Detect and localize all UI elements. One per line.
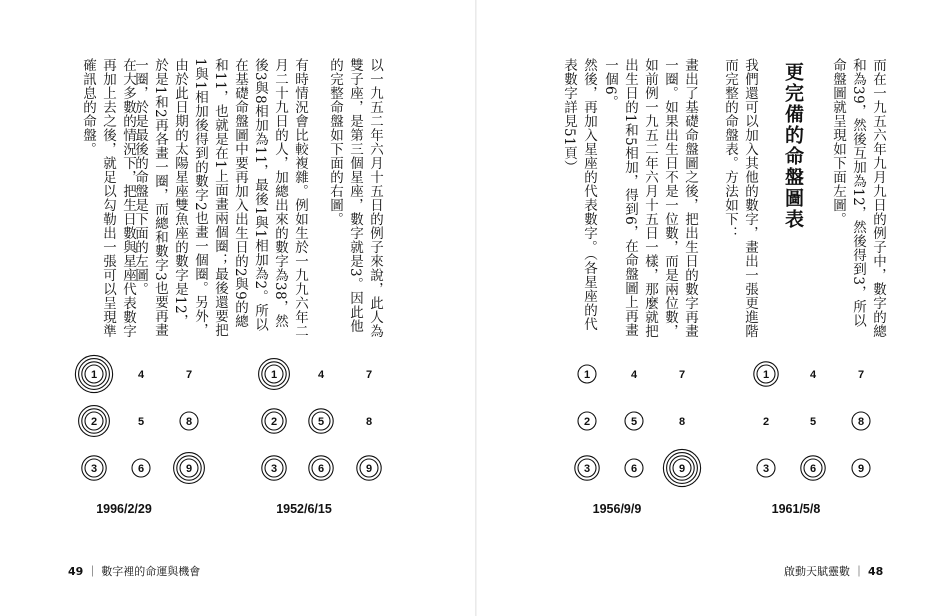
grid-number-1	[259, 359, 290, 390]
grid-digit: 2	[583, 416, 591, 428]
grid-digit: 1	[762, 369, 770, 381]
grid-digit: 9	[678, 463, 686, 475]
grid-digit: 9	[365, 463, 373, 475]
right-footer	[784, 563, 883, 579]
grid-number-9	[357, 456, 381, 480]
grid-digit: 3	[270, 463, 278, 475]
grid-digit: 1	[270, 369, 278, 381]
grid-number-5	[138, 416, 144, 428]
numerology-grid	[557, 352, 686, 492]
chart-date-label: 1956/9/9	[592, 502, 642, 516]
grid-digit: 4	[809, 369, 817, 381]
grid-number-8	[679, 416, 685, 428]
grid-digit: 2	[90, 416, 98, 428]
grid-number-6	[309, 456, 333, 480]
grid-digit: 3	[583, 463, 591, 475]
grid-number-2	[578, 412, 596, 430]
right-para-4: 然後，再加入星座的代表數字。（各星座的代表數字詳見51頁）	[561, 58, 597, 332]
footer-title: 數字裡的命運與機會	[101, 565, 201, 578]
grid-digit: 7	[185, 369, 193, 381]
footer-separator: ｜	[853, 565, 865, 578]
grid-number-8	[852, 412, 870, 430]
grid-number-4	[138, 369, 145, 381]
grid-digit: 2	[762, 416, 770, 428]
chart-1956-9-9	[557, 352, 686, 532]
page-gutter	[475, 0, 477, 616]
grid-digit: 1	[583, 369, 591, 381]
grid-number-4	[810, 369, 817, 381]
grid-number-3	[575, 456, 599, 480]
grid-number-7	[186, 369, 192, 381]
left-para-2: 有時情況會比較複雜。例如生於一九九六年二月二十九日的人，加總出來的數字為38，然後3與8相加為11，最後1與1相加為2。所以在基礎命盤圖中要再加入出生日的2與9的總和11，也就是在1上面畫兩個圈；最後還要把1與1相加後得到的數字2也畫一個圈。另外，由於此日期的太陽星座雙魚座的數字是12，於是1和2再各畫一圈，而總和數字3也要再畫一圈，於是最後的命盤是下面的左圖。	[132, 58, 308, 338]
grid-digit: 6	[630, 463, 638, 475]
grid-number-5	[810, 416, 816, 428]
right-para-1: 而在一九五六年九月九日的例子中，數字的總和為39，然後互加為12，然後得到3，所以命盤圖就呈現如下面左圖。	[830, 58, 886, 338]
grid-number-3	[262, 456, 286, 480]
grid-digit: 5	[137, 416, 145, 428]
grid-number-4	[318, 369, 325, 381]
chart-1961-5-8	[736, 352, 865, 532]
grid-digit: 5	[630, 416, 638, 428]
numerology-grid	[244, 352, 373, 492]
grid-number-3	[82, 456, 106, 480]
grid-number-2	[763, 416, 769, 428]
grid-number-6	[132, 459, 150, 477]
grid-number-1	[754, 362, 778, 386]
grid-number-2	[79, 406, 110, 437]
grid-number-8	[180, 412, 198, 430]
grid-number-5	[625, 412, 643, 430]
grid-digit: 8	[185, 416, 193, 428]
grid-digit: 1	[90, 369, 98, 381]
right-para-3: 畫出了基礎命盤圖之後，把出生日的數字再畫一圈。如果出生日不是一位數，而是兩位數，如前例一九五二年六月十五日一樣，那麼就把出生日的1和5相加，得到6，在命盤圖上再畫一個6。	[602, 58, 698, 338]
left-para-1: 以一九五二年六月十五日的例子來說，此人為雙子座，是第三個星座，數字就是3。因此他的完整命盤如下面的右圖。	[327, 58, 383, 338]
grid-number-9	[663, 449, 700, 486]
grid-digit: 4	[630, 369, 638, 381]
grid-digit: 9	[185, 463, 193, 475]
numerology-grid	[736, 352, 865, 492]
grid-digit: 7	[857, 369, 865, 381]
chart-1952-6-15	[244, 352, 373, 532]
chart-1996-2-29	[64, 352, 193, 532]
page-number: 49	[68, 565, 84, 578]
grid-digit: 8	[678, 416, 686, 428]
grid-number-2	[262, 409, 286, 433]
grid-digit: 7	[365, 369, 373, 381]
footer-separator: ｜	[86, 565, 98, 578]
grid-number-6	[801, 456, 825, 480]
grid-number-6	[625, 459, 643, 477]
grid-digit: 7	[678, 369, 686, 381]
grid-digit: 3	[90, 463, 98, 475]
grid-number-7	[858, 369, 864, 381]
grid-number-7	[679, 369, 685, 381]
grid-digit: 6	[809, 463, 817, 475]
grid-digit: 9	[857, 463, 865, 475]
right-para-2: 我們還可以加入其他的數字，畫出一張更進階而完整的命盤表。方法如下：	[722, 58, 758, 338]
page-number: 48	[868, 565, 884, 578]
chart-date-label: 1952/6/15	[276, 502, 332, 516]
grid-number-7	[366, 369, 372, 381]
grid-number-5	[309, 409, 333, 433]
grid-digit: 6	[137, 463, 145, 475]
grid-digit: 8	[857, 416, 865, 428]
grid-number-4	[631, 369, 638, 381]
grid-digit: 8	[365, 416, 373, 428]
grid-number-3	[757, 459, 775, 477]
left-footer	[68, 563, 200, 579]
section-heading: 更完備的命盤圖表	[782, 62, 804, 230]
grid-number-1	[75, 355, 112, 392]
grid-digit: 3	[762, 463, 770, 475]
grid-number-9	[852, 459, 870, 477]
chart-date-label: 1961/5/8	[771, 502, 821, 516]
grid-digit: 5	[317, 416, 325, 428]
numerology-grid	[64, 352, 193, 492]
footer-title: 啟動天賦靈數	[784, 565, 850, 578]
grid-digit: 2	[270, 416, 278, 428]
grid-digit: 5	[809, 416, 817, 428]
grid-number-1	[578, 365, 596, 383]
grid-number-8	[366, 416, 372, 428]
grid-digit: 6	[317, 463, 325, 475]
grid-digit: 4	[137, 369, 145, 381]
grid-digit: 4	[317, 369, 325, 381]
left-para-3: 在大多數的情況下，把生日數與星座代表數字再加上去之後，就足以勾勒出一張可以呈現準確訊息的命盤。	[80, 58, 136, 338]
grid-number-9	[174, 453, 205, 484]
chart-date-label: 1996/2/29	[96, 502, 152, 516]
